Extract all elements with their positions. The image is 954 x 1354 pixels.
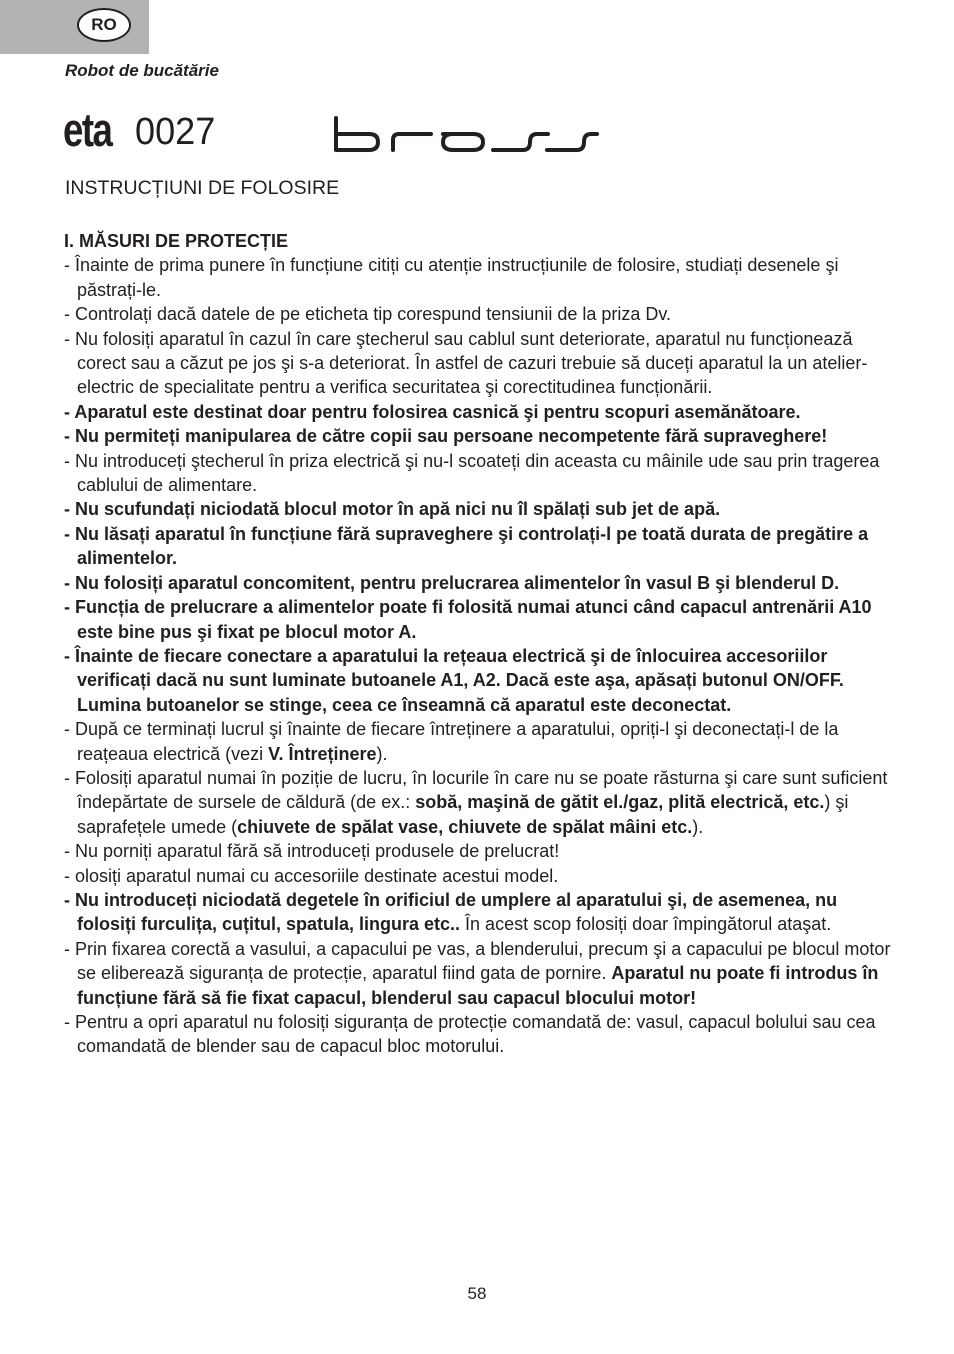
- list-item: [64, 449, 894, 498]
- language-badge: RO: [77, 8, 131, 42]
- list-item: [64, 839, 894, 863]
- list-item: [64, 766, 894, 839]
- list-item: [64, 522, 894, 571]
- list-item-text: - Nu porniți aparatul fără să introduceți produsele de prelucrat!: [64, 841, 560, 862]
- list-item-text: - Controlați dacă datele de pe eticheta tip corespund tensiunii de la priza Dv.: [64, 304, 672, 325]
- list-item-text: - După ce terminați lucrul şi înainte de fiecare întreținere a aparatului, opriți-l şi deconectați-l de la reațeaua electrică (vezi: [64, 719, 839, 764]
- document-subtitle: Robot de bucătărie: [65, 61, 219, 80]
- list-item-text: - Nu folosiți aparatul concomitent, pentru prelucrarea alimentelor în vasul B şi blenderul D.: [64, 572, 840, 593]
- list-item-text: chiuvete de spălat vase, chiuvete de spălat mâini etc.: [237, 816, 693, 837]
- list-item-text: - Înainte de fiecare conectare a aparatului la rețeaua electrică şi de înlocuirea accesoriilor verificați dacă nu sunt luminate butoanele A1, A2. Dacă este aşa, apăsați butonul ON/OFF. Lumina butoanelor se stinge, ceea ce înseamnă că aparatul este deconectat.: [64, 645, 844, 715]
- list-item: [64, 595, 894, 644]
- list-item-text: - olosiți aparatul numai cu accesoriile destinate acestui model.: [64, 865, 559, 886]
- list-item-text: În acest scop folosiți doar împingătorul ataşat.: [460, 914, 832, 935]
- safety-list: [64, 253, 894, 1058]
- list-item: [64, 302, 894, 326]
- brand-eta: eta: [63, 103, 112, 156]
- list-item: [64, 888, 894, 937]
- section-heading: I. MĂSURI DE PROTECȚIE: [64, 231, 289, 251]
- model-number: 0027: [135, 111, 216, 153]
- list-item-text: - Nu introduceți niciodată degetele în orificiul de umplere al aparatului şi, de asemenea, nu folosiți furculița, cuțitul, spatula, lingura etc..: [64, 889, 838, 935]
- list-item-text: ).: [692, 816, 704, 837]
- page-number: 58: [467, 1284, 487, 1303]
- list-item-text: sobă, maşină de gătit el./gaz, plită electrică, etc.: [415, 792, 825, 813]
- list-item-text: - Nu scufundați niciodată blocul motor în apă nici nu îl spălați sub jet de apă.: [64, 499, 721, 520]
- list-item-text: - Folosiți aparatul numai în poziție de lucru, în locurile în care nu se poate răsturna şi care sunt suficient îndepărtate de sursele de căldură (de ex.:: [64, 767, 888, 813]
- list-item: [64, 327, 894, 400]
- safety-section: [64, 229, 894, 1059]
- list-item-text: - Funcția de prelucrare a alimentelor poate fi folosită numai atunci când capacul antrenării A10 este bine pus şi fixat pe blocul motor A.: [64, 597, 872, 642]
- list-item: [64, 497, 894, 521]
- list-item-text: ) şi saprafețele umede (: [77, 792, 849, 837]
- list-item-text: - Aparatul este destinat doar pentru folosirea casnică şi pentru scopuri asemănătoare.: [64, 401, 801, 422]
- list-item-text: - Nu lăsați aparatul în funcțiune fără supraveghere şi controlați-l pe toată durata de pregătire a alimentelor.: [64, 523, 869, 569]
- list-item: [64, 864, 894, 888]
- list-item-text: - Nu permiteți manipularea de către copii sau persoane necompetente fără supraveghere!: [64, 426, 828, 447]
- list-item: [64, 644, 894, 717]
- list-item-text: ).: [376, 743, 388, 764]
- list-item-text: Aparatul nu poate fi introdus în funcțiune fără să fie fixat capacul, blenderul sau capacul blocului motor!: [77, 963, 879, 1008]
- list-item-text: - Prin fixarea corectă a vasului, a capacului pe vas, a blenderului, precum şi a capacului pe blocul motor se eliberează siguranța de protecție, aparatul fiind gata de pornire.: [64, 938, 891, 984]
- list-item-text: V. Întreținere: [268, 743, 377, 764]
- list-item-text: - Nu introduceți ştecherul în priza electrică şi nu-l scoateți din aceasta cu mâinile ude sau prin tragerea cablului de alimentare.: [64, 450, 880, 496]
- list-item: [64, 937, 894, 1010]
- list-item-text: - Nu folosiți aparatul în cazul în care ştecherul sau cablul sunt deteriorate, aparatul nu funcționează corect sau a căzut pe jos şi s-a deteriorat. În astfel de cazuri trebuie să duceți aparatul la un atelier-electric de specialitate pentru a verifica securitatea şi corectitudinea funcționării.: [64, 328, 868, 398]
- list-item: [64, 253, 894, 302]
- list-item-text: - Pentru a opri aparatul nu folosiți siguranța de protecție comandată de: vasul, capacul bolului sau cea comandată de blender sau de capacul bloc motorului.: [64, 1012, 876, 1057]
- list-item: [64, 424, 894, 448]
- list-item: [64, 400, 894, 424]
- list-item: [64, 717, 894, 766]
- language-tab: [0, 0, 149, 54]
- bross-logo: [333, 116, 599, 156]
- list-item: [64, 1010, 894, 1059]
- instructions-title: INSTRUCȚIUNI DE FOLOSIRE: [65, 177, 340, 199]
- list-item-text: - Înainte de prima punere în funcțiune citiți cu atenție instrucțiunile de folosire, studiați desenele şi păstrați-le.: [64, 255, 839, 300]
- list-item: [64, 571, 894, 595]
